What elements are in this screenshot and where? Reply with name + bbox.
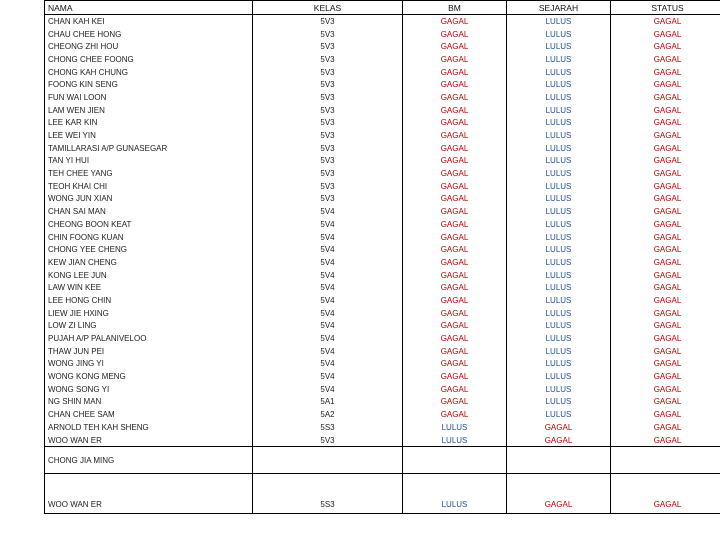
cell-bm: GAGAL [403,294,507,307]
cell-kelas: 5V4 [253,320,403,333]
cell-bm: GAGAL [403,396,507,409]
table-row [45,256,720,269]
table-row [45,231,720,244]
cell-status: GAGAL [611,40,720,53]
cell-status: GAGAL [611,370,720,383]
cell-sejarah: LULUS [507,256,611,269]
cell-sejarah: LULUS [507,142,611,155]
cell-status: GAGAL [611,434,720,447]
cell-nama: PUJAH A/P PALANIVELOO [45,332,253,345]
cell-kelas: 5V3 [253,53,403,66]
table-row [45,66,720,79]
cell-bm: GAGAL [403,243,507,256]
cell-sejarah: LULUS [507,243,611,256]
cell-bm: GAGAL [403,104,507,117]
cell-sejarah: LULUS [507,218,611,231]
cell-kelas [253,447,403,474]
cell-status: GAGAL [611,104,720,117]
cell-kelas: 5V3 [253,180,403,193]
cell-kelas: 5V3 [253,91,403,104]
cell-status: GAGAL [611,256,720,269]
cell-status: GAGAL [611,281,720,294]
cell-bm: GAGAL [403,332,507,345]
cell-sejarah: LULUS [507,53,611,66]
cell-sejarah: LULUS [507,129,611,142]
cell-kelas: 5V4 [253,370,403,383]
cell-bm: GAGAL [403,269,507,282]
cell-sejarah: LULUS [507,104,611,117]
cell-sejarah: LULUS [507,167,611,180]
cell-nama: CHEONG ZHI HOU [45,40,253,53]
cell-sejarah: GAGAL [507,421,611,434]
cell-nama: LOW ZI LING [45,320,253,333]
cell-kelas: 5V4 [253,345,403,358]
cell-nama: TAN YI HUI [45,155,253,168]
cell-kelas: 5V3 [253,104,403,117]
cell-nama: CHAU CHEE HONG [45,28,253,41]
cell-status: GAGAL [611,320,720,333]
cell-bm: GAGAL [403,218,507,231]
cell-nama: TEH CHEE YANG [45,167,253,180]
cell-kelas: 5V3 [253,155,403,168]
cell-nama: NG SHIN MAN [45,396,253,409]
cell-bm: GAGAL [403,28,507,41]
cell-status: GAGAL [611,28,720,41]
cell-status: GAGAL [611,243,720,256]
cell-bm: GAGAL [403,40,507,53]
cell-kelas: 5V3 [253,28,403,41]
cell-nama: TAMILLARASI A/P GUNASEGAR [45,142,253,155]
table-row [45,129,720,142]
table-row [45,396,720,409]
cell-kelas: 5V3 [253,193,403,206]
table-row [45,40,720,53]
table-row [45,155,720,168]
cell-nama: CHAN SAI MAN [45,205,253,218]
cell-status: GAGAL [611,66,720,79]
cell-status: GAGAL [611,193,720,206]
table-row [45,117,720,130]
cell-kelas: 5V4 [253,256,403,269]
table-row [45,142,720,155]
table-row [45,307,720,320]
cell-kelas: 5V3 [253,129,403,142]
results-table [44,0,720,514]
cell-status: GAGAL [611,180,720,193]
header-status: STATUS [611,1,720,15]
cell-kelas: 5V4 [253,332,403,345]
cell-nama: LAW WIN KEE [45,281,253,294]
cell-sejarah: LULUS [507,281,611,294]
table-row [45,53,720,66]
cell-sejarah: LULUS [507,332,611,345]
cell-sejarah: LULUS [507,396,611,409]
cell-nama: CHEONG BOON KEAT [45,218,253,231]
table-row [45,205,720,218]
cell-nama: CHONG JIA MING [45,447,253,474]
cell-kelas: 5V4 [253,307,403,320]
cell-status: GAGAL [611,269,720,282]
table-body [45,15,720,447]
cell-status: GAGAL [611,91,720,104]
cell-nama: WONG JUN XIAN [45,193,253,206]
cell-nama: LEE KAR KIN [45,117,253,130]
header-sejarah: SEJARAH [507,1,611,15]
cell-status: GAGAL [611,383,720,396]
cell-sejarah: LULUS [507,320,611,333]
table-row [45,243,720,256]
table-row [45,447,720,474]
header-nama: NAMA [45,1,253,15]
cell-kelas: 5V4 [253,358,403,371]
cell-status: GAGAL [611,78,720,91]
cell-sejarah: LULUS [507,193,611,206]
table-row [45,15,720,28]
cell-nama: LAM WEN JIEN [45,104,253,117]
cell-nama: FOONG KIN SENG [45,78,253,91]
table-row [45,345,720,358]
cell-nama: LEE HONG CHIN [45,294,253,307]
cell-nama: CHIN FOONG KUAN [45,231,253,244]
cell-status: GAGAL [611,474,720,514]
cell-sejarah: LULUS [507,408,611,421]
cell-sejarah: LULUS [507,345,611,358]
cell-kelas: 5V4 [253,269,403,282]
cell-bm: GAGAL [403,408,507,421]
cell-sejarah: LULUS [507,205,611,218]
cell-status: GAGAL [611,53,720,66]
cell-sejarah: LULUS [507,370,611,383]
cell-bm: GAGAL [403,345,507,358]
cell-bm: GAGAL [403,167,507,180]
result-sheet [44,0,720,514]
cell-sejarah: LULUS [507,180,611,193]
cell-kelas: 5S3 [253,421,403,434]
cell-bm: GAGAL [403,307,507,320]
cell-sejarah: LULUS [507,231,611,244]
cell-status: GAGAL [611,358,720,371]
cell-bm: GAGAL [403,281,507,294]
cell-nama: THAW JUN PEI [45,345,253,358]
table-row [45,294,720,307]
cell-status: GAGAL [611,117,720,130]
table-row [45,421,720,434]
cell-bm: GAGAL [403,129,507,142]
cell-sejarah: LULUS [507,269,611,282]
cell-kelas: 5V3 [253,142,403,155]
cell-bm: GAGAL [403,117,507,130]
cell-bm: GAGAL [403,15,507,28]
table-row [45,104,720,117]
cell-nama: ARNOLD TEH KAH SHENG [45,421,253,434]
cell-nama: TEOH KHAI CHI [45,180,253,193]
table-row [45,383,720,396]
cell-bm: LULUS [403,474,507,514]
cell-bm: GAGAL [403,320,507,333]
header-row [45,1,720,15]
cell-kelas: 5V3 [253,434,403,447]
cell-status: GAGAL [611,167,720,180]
table-row [45,408,720,421]
table-row [45,474,720,514]
cell-nama: CHAN KAH KEI [45,15,253,28]
cell-nama: WONG SONG YI [45,383,253,396]
cell-status: GAGAL [611,421,720,434]
cell-nama: KONG LEE JUN [45,269,253,282]
cell-bm: LULUS [403,421,507,434]
cell-sejarah: LULUS [507,294,611,307]
cell-nama: CHONG YEE CHENG [45,243,253,256]
cell-bm: GAGAL [403,78,507,91]
cell-bm: GAGAL [403,142,507,155]
cell-nama: KEW JIAN CHENG [45,256,253,269]
cell-status: GAGAL [611,408,720,421]
cell-kelas: 5A1 [253,396,403,409]
cell-bm: GAGAL [403,205,507,218]
cell-sejarah [507,447,611,474]
cell-kelas: 5V3 [253,40,403,53]
cell-kelas: 5V4 [253,231,403,244]
cell-status: GAGAL [611,205,720,218]
cell-sejarah: LULUS [507,383,611,396]
cell-kelas: 5V3 [253,66,403,79]
cell-status: GAGAL [611,218,720,231]
table-row [45,269,720,282]
cell-status: GAGAL [611,15,720,28]
cell-kelas: 5V3 [253,78,403,91]
cell-sejarah: LULUS [507,78,611,91]
cell-status: GAGAL [611,155,720,168]
cell-nama: WONG JING YI [45,358,253,371]
table-row [45,193,720,206]
cell-sejarah: LULUS [507,155,611,168]
cell-bm: GAGAL [403,383,507,396]
cell-sejarah: LULUS [507,358,611,371]
table-row [45,91,720,104]
cell-bm: GAGAL [403,193,507,206]
cell-kelas: 5V3 [253,15,403,28]
cell-nama: CHONG KAH CHUNG [45,66,253,79]
cell-bm: GAGAL [403,231,507,244]
cell-kelas: 5V4 [253,281,403,294]
cell-bm: GAGAL [403,256,507,269]
cell-nama: WOO WAN ER [45,474,253,514]
cell-nama: WONG KONG MENG [45,370,253,383]
table-row [45,167,720,180]
cell-bm: GAGAL [403,370,507,383]
cell-bm: GAGAL [403,91,507,104]
cell-sejarah: LULUS [507,117,611,130]
table-row [45,28,720,41]
header-kelas: KELAS [253,1,403,15]
cell-sejarah: LULUS [507,307,611,320]
extra-rows [45,447,720,514]
cell-bm [403,447,507,474]
cell-kelas: 5V3 [253,167,403,180]
cell-nama: FUN WAI LOON [45,91,253,104]
cell-sejarah: LULUS [507,15,611,28]
cell-status: GAGAL [611,142,720,155]
cell-kelas: 5V4 [253,218,403,231]
cell-bm: GAGAL [403,66,507,79]
cell-kelas: 5S3 [253,474,403,514]
cell-sejarah: LULUS [507,66,611,79]
cell-bm: GAGAL [403,155,507,168]
cell-nama: CHONG CHEE FOONG [45,53,253,66]
table-row [45,320,720,333]
table-row [45,434,720,447]
table-row [45,218,720,231]
cell-nama: LEE WEI YIN [45,129,253,142]
cell-kelas: 5A2 [253,408,403,421]
cell-sejarah: LULUS [507,91,611,104]
cell-sejarah: LULUS [507,28,611,41]
cell-bm: GAGAL [403,180,507,193]
cell-sejarah: GAGAL [507,434,611,447]
cell-kelas: 5V3 [253,117,403,130]
cell-bm: LULUS [403,434,507,447]
table-row [45,281,720,294]
table-row [45,180,720,193]
cell-nama: LIEW JIE HXING [45,307,253,320]
cell-sejarah: GAGAL [507,474,611,514]
cell-kelas: 5V4 [253,383,403,396]
cell-status: GAGAL [611,129,720,142]
cell-status: GAGAL [611,396,720,409]
cell-kelas: 5V4 [253,294,403,307]
cell-nama: CHAN CHEE SAM [45,408,253,421]
cell-sejarah: LULUS [507,40,611,53]
cell-status: GAGAL [611,231,720,244]
cell-status: GAGAL [611,307,720,320]
cell-status: GAGAL [611,294,720,307]
cell-kelas: 5V4 [253,243,403,256]
cell-status: GAGAL [611,345,720,358]
table-row [45,78,720,91]
cell-kelas: 5V4 [253,205,403,218]
cell-status [611,447,720,474]
table-row [45,332,720,345]
cell-status: GAGAL [611,332,720,345]
table-row [45,358,720,371]
header-bm: BM [403,1,507,15]
cell-bm: GAGAL [403,358,507,371]
table-row [45,370,720,383]
cell-nama: WOO WAN ER [45,434,253,447]
cell-bm: GAGAL [403,53,507,66]
